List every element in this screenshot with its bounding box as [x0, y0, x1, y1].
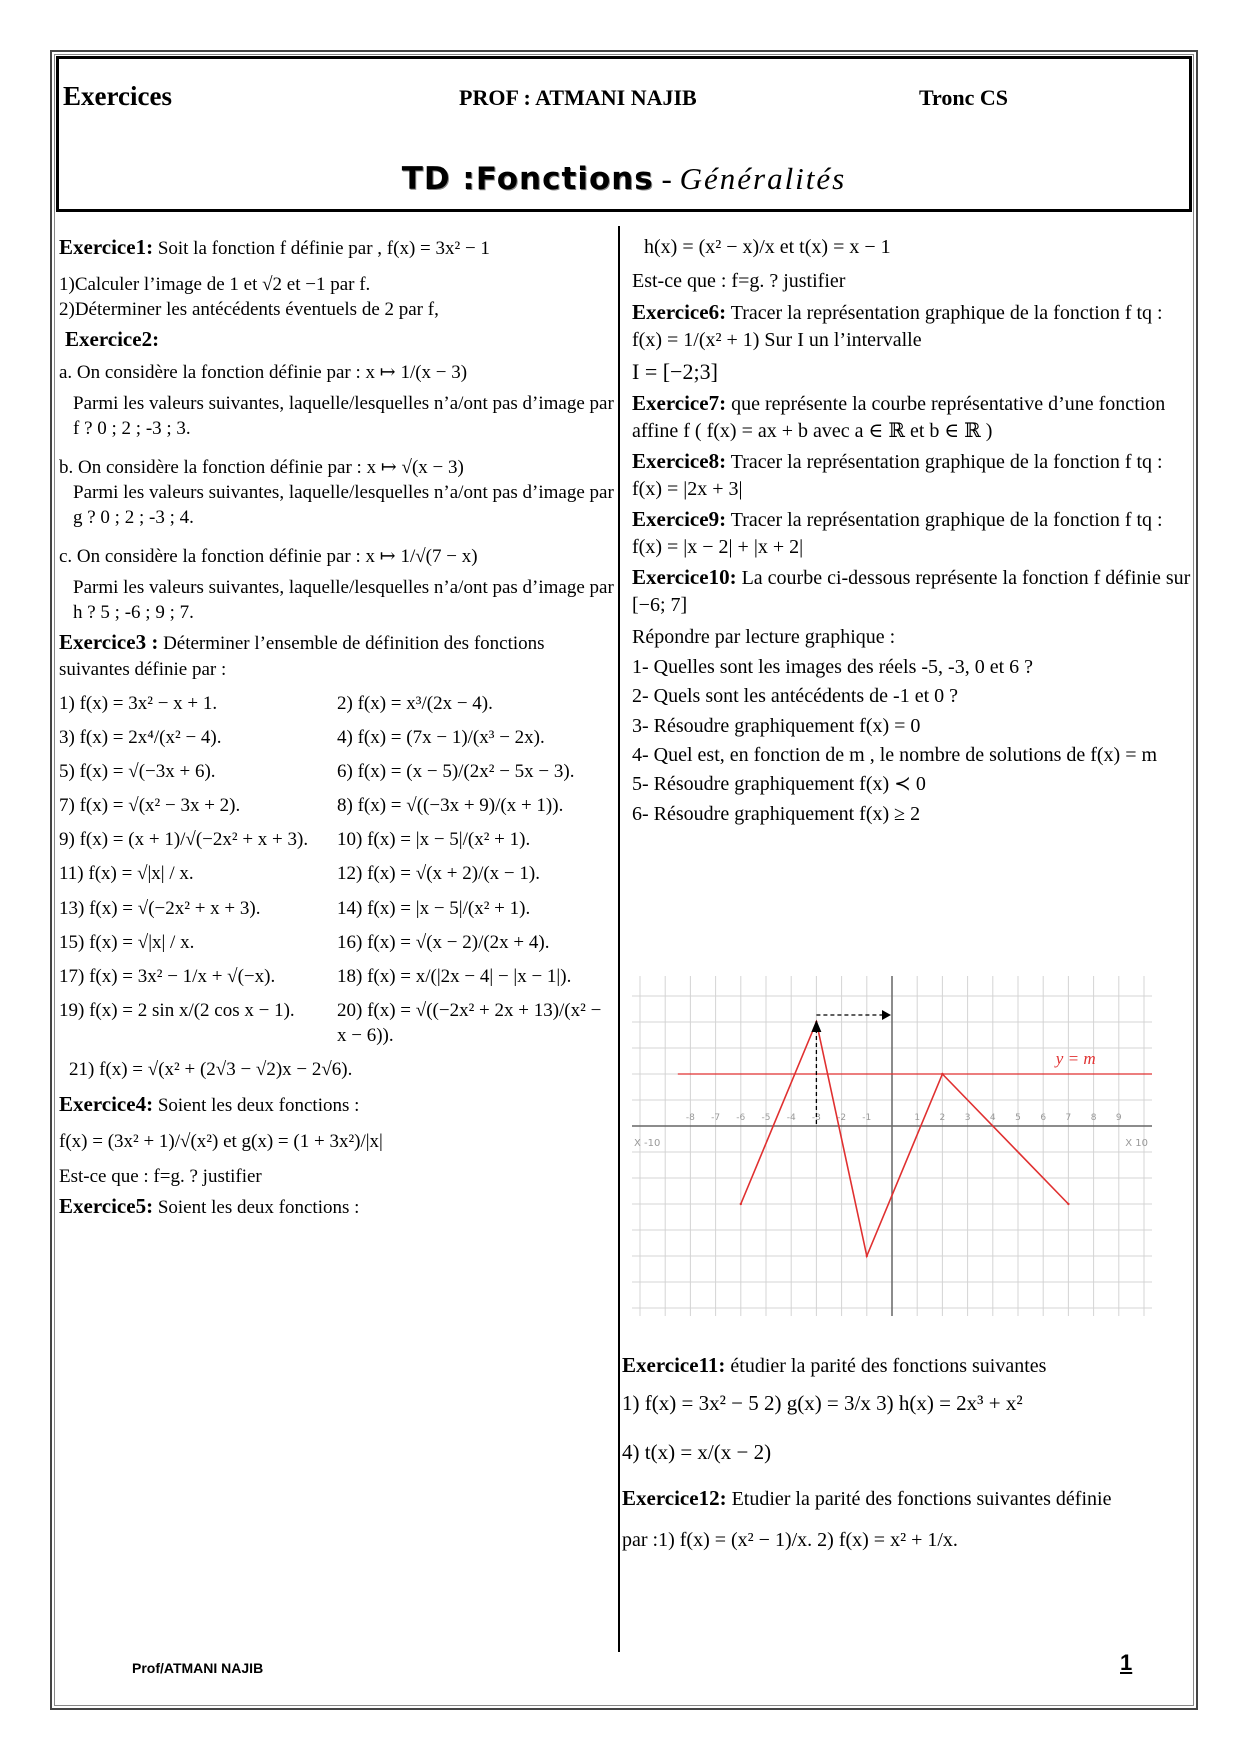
tick-label: -3 — [811, 1113, 821, 1123]
ex9-title: Exercice9: — [632, 507, 727, 532]
ex10-title: Exercice10: — [632, 565, 737, 590]
ex4-question: Est-ce que : f=g. ? justifier — [59, 1165, 262, 1187]
tick-label: -1 — [862, 1113, 872, 1123]
tick-label: -5 — [761, 1113, 771, 1123]
tick-label: 9 — [1115, 1113, 1122, 1123]
ex8-title: Exercice8: — [632, 449, 727, 474]
ex7-text: que représente la courbe représentative d’une fonction affine f ( f(x) = ax + b avec a ∈ ℝ et b ∈ ℝ ) — [632, 392, 1166, 442]
ex12-text: Etudier la parité des fonctions suivantes définie — [731, 1488, 1112, 1511]
header-prof: PROF : ATMANI NAJIB — [459, 85, 697, 110]
column-divider — [618, 226, 620, 1652]
tick-label: 1 — [914, 1113, 921, 1123]
ex3-item: 1) f(x) = 3x² − x + 1. — [59, 693, 218, 715]
exercise-3 — [59, 629, 615, 1082]
exercise-5-cont — [632, 234, 1192, 295]
exercise-10 — [632, 564, 1192, 827]
page-number: 1 — [1120, 1650, 1133, 1675]
ex4-funcs: f(x) = (3x² + 1)/√(x²) et g(x) = (1 + 3x²)/|x| — [59, 1130, 383, 1152]
tick-label: -7 — [711, 1113, 721, 1123]
hline-label: y = m — [1055, 1049, 1096, 1068]
ex10-question: 5- Résoudre graphiquement f(x) ≺ 0 — [632, 773, 926, 796]
x-axis-left-label: X -10 — [634, 1138, 661, 1149]
function-graph — [632, 976, 1152, 1316]
ex1-q1: 1)Calculer l’image de 1 et √2 et −1 par f. — [59, 273, 371, 295]
ex5-title: Exercice5: — [59, 1193, 154, 1218]
ex1-text: Soit la fonction f définie par , f(x) = 3x² − 1 — [157, 238, 490, 259]
bottom-right — [622, 1352, 1192, 1557]
curve-vertex — [866, 1255, 868, 1257]
ex3-item: 9) f(x) = (x + 1)/√(−2x² + x + 3). — [59, 829, 309, 851]
ex6-interval: I = [−2;3] — [632, 358, 718, 384]
header-box — [56, 56, 1192, 212]
footer-author: Prof/ATMANI NAJIB — [132, 1660, 264, 1676]
exercise-7 — [632, 390, 1192, 444]
ex10-text: La courbe ci-dessous représente la fonction f définie sur [−6; 7] — [632, 567, 1191, 616]
curve-vertex — [941, 1073, 943, 1075]
exercise-12 — [622, 1485, 1192, 1553]
curve-vertex — [1067, 1203, 1069, 1205]
ex3-item: 21) f(x) = √(x² + (2√3 − √2)x − 2√6). — [69, 1058, 353, 1080]
ex6-title: Exercice6: — [632, 299, 727, 324]
ex3-item: 5) f(x) = √(−3x + 6). — [59, 761, 216, 783]
ex10-question: 1- Quelles sont les images des réels -5, -3, 0 et 6 ? — [632, 655, 1034, 678]
ex3-item: 13) f(x) = √(−2x² + x + 3). — [59, 897, 261, 919]
ex10-question: 6- Résoudre graphiquement f(x) ≥ 2 — [632, 802, 921, 825]
ex4-text: Soient les deux fonctions : — [157, 1095, 360, 1117]
ex2-title: Exercice2: — [65, 326, 160, 351]
ex2-c-question: Parmi les valeurs suivantes, laquelle/lesquelles n’a/ont pas d’image par h ? 5 ; -6 ; 9 ; 7. — [73, 577, 614, 624]
ex8-text: Tracer la représentation graphique de la fonction f tq : f(x) = |2x + 3| — [632, 451, 1163, 500]
right-column — [632, 228, 1192, 831]
tick-label: 7 — [1065, 1113, 1072, 1123]
ex3-list — [59, 691, 615, 1082]
ex3-item: 17) f(x) = 3x² − 1/x + √(−x). — [59, 965, 276, 987]
tick-label: -8 — [685, 1113, 695, 1123]
curve-vertex — [740, 1203, 742, 1205]
ex11-text: étudier la parité des fonctions suivantes — [730, 1355, 1047, 1377]
header-exercices: Exercices — [63, 81, 172, 111]
ex11-title: Exercice11: — [622, 1353, 726, 1377]
exercise-1 — [59, 234, 615, 322]
ex3-item: 15) f(x) = √|x| / x. — [59, 931, 195, 953]
ex10-question: 3- Résoudre graphiquement f(x) = 0 — [632, 714, 921, 737]
exercise-9 — [632, 506, 1192, 560]
ex2-a: a. On considère la fonction définie par : x ↦ 1/(x − 3) — [59, 361, 468, 383]
ex3-text: Déterminer l’ensemble de définition des fonctions suivantes définie par : — [59, 633, 545, 681]
exercise-6 — [632, 299, 1192, 386]
title-sep: - — [653, 161, 680, 196]
ex11-funcs: 1) f(x) = 3x² − 5 2) g(x) = 3/x 3) h(x) = 2x³ + x² — [622, 1390, 1023, 1415]
tick-label: -2 — [837, 1113, 847, 1123]
ex3-item: 8) f(x) = √((−3x + 9)/(x + 1)). — [337, 795, 564, 817]
ex5-question: Est-ce que : f=g. ? justifier — [632, 270, 846, 293]
ex5-funcs: h(x) = (x² − x)/x et t(x) = x − 1 — [644, 236, 891, 258]
ex7-title: Exercice7: — [632, 390, 727, 415]
header-class: Tronc CS — [919, 85, 1009, 110]
ex10-question: 4- Quel est, en fonction de m , le nombre de solutions de f(x) = m — [632, 743, 1158, 766]
ex3-item: 7) f(x) = √(x² − 3x + 2). — [59, 795, 241, 817]
title-main: TD :Fonctions — [401, 161, 654, 197]
exercise-5 — [59, 1193, 615, 1221]
ex3-item: 4) f(x) = (7x − 1)/(x³ − 2x). — [337, 727, 545, 749]
tick-label: 5 — [1015, 1113, 1021, 1123]
ex3-item: 12) f(x) = √(x + 2)/(x − 1). — [337, 863, 540, 885]
tick-label: 2 — [939, 1113, 946, 1123]
ex10-intro: Répondre par lecture graphique : — [632, 626, 896, 649]
ex12-title: Exercice12: — [622, 1486, 727, 1511]
tick-label: 6 — [1040, 1113, 1047, 1123]
ex12-funcs: par :1) f(x) = (x² − 1)/x. 2) f(x) = x² + 1/x. — [622, 1528, 958, 1551]
ex9-text: Tracer la représentation graphique de la fonction f tq : f(x) = |x − 2| + |x + 2| — [632, 509, 1163, 558]
tick-label: -6 — [736, 1113, 746, 1123]
ex3-item: 10) f(x) = |x − 5|/(x² + 1). — [337, 829, 531, 851]
ex1-title: Exercice1: — [59, 235, 154, 259]
exercise-2 — [59, 326, 615, 625]
ex11-func4: 4) t(x) = x/(x − 2) — [622, 1440, 772, 1465]
ex2-b: b. On considère la fonction définie par : x ↦ √(x − 3) — [59, 456, 464, 478]
ex3-item: 20) f(x) = √((−2x² + 2x + 13)/(x² − x − 6)). — [337, 999, 602, 1046]
ex4-title: Exercice4: — [59, 1092, 154, 1117]
ex3-item: 11) f(x) = √|x| / x. — [59, 863, 194, 885]
ex3-item: 19) f(x) = 2 sin x/(2 cos x − 1). — [59, 999, 295, 1021]
ex3-title: Exercice3 : — [59, 630, 159, 655]
ex2-b-question: Parmi les valeurs suivantes, laquelle/lesquelles n’a/ont pas d’image par g ? 0 ; 2 ; -3 ; 4. — [73, 481, 614, 528]
ex10-question: 2- Quels sont les antécédents de -1 et 0 ? — [632, 685, 959, 708]
x-axis-right-label: X 10 — [1125, 1138, 1148, 1149]
ex5-text: Soient les deux fonctions : — [157, 1196, 360, 1218]
ex1-q2: 2)Déterminer les antécédents éventuels de 2 par f, — [59, 298, 439, 320]
ex3-item: 2) f(x) = x³/(2x − 4). — [337, 693, 493, 715]
tick-label: 4 — [989, 1113, 996, 1123]
ex3-item: 16) f(x) = √(x − 2)/(2x + 4). — [337, 931, 550, 953]
tick-label: 3 — [964, 1113, 971, 1123]
exercise-11 — [622, 1352, 1192, 1467]
ex3-item: 14) f(x) = |x − 5|/(x² + 1). — [337, 897, 531, 919]
exercise-8 — [632, 448, 1192, 502]
ex3-item: 18) f(x) = x/(|2x − 4| − |x − 1|). — [337, 965, 572, 987]
ex2-c: c. On considère la fonction définie par : x ↦ 1/√(7 − x) — [59, 546, 478, 568]
title-sub: Généralités — [679, 161, 847, 196]
ex3-item: 3) f(x) = 2x⁴/(x² − 4). — [59, 727, 222, 749]
ex3-item: 6) f(x) = (x − 5)/(2x² − 5x − 3). — [337, 761, 575, 783]
left-column — [59, 234, 615, 1225]
ex6-text: Tracer la représentation graphique de la fonction f tq : f(x) = 1/(x² + 1) Sur I un l’intervalle — [632, 301, 1163, 351]
page-title — [59, 161, 1189, 197]
tick-label: 8 — [1090, 1113, 1097, 1123]
exercise-4 — [59, 1091, 615, 1189]
ex2-a-question: Parmi les valeurs suivantes, laquelle/lesquelles n’a/ont pas d’image par f ? 0 ; 2 ; -3 ; 3. — [73, 392, 614, 439]
tick-label: -4 — [786, 1113, 796, 1123]
